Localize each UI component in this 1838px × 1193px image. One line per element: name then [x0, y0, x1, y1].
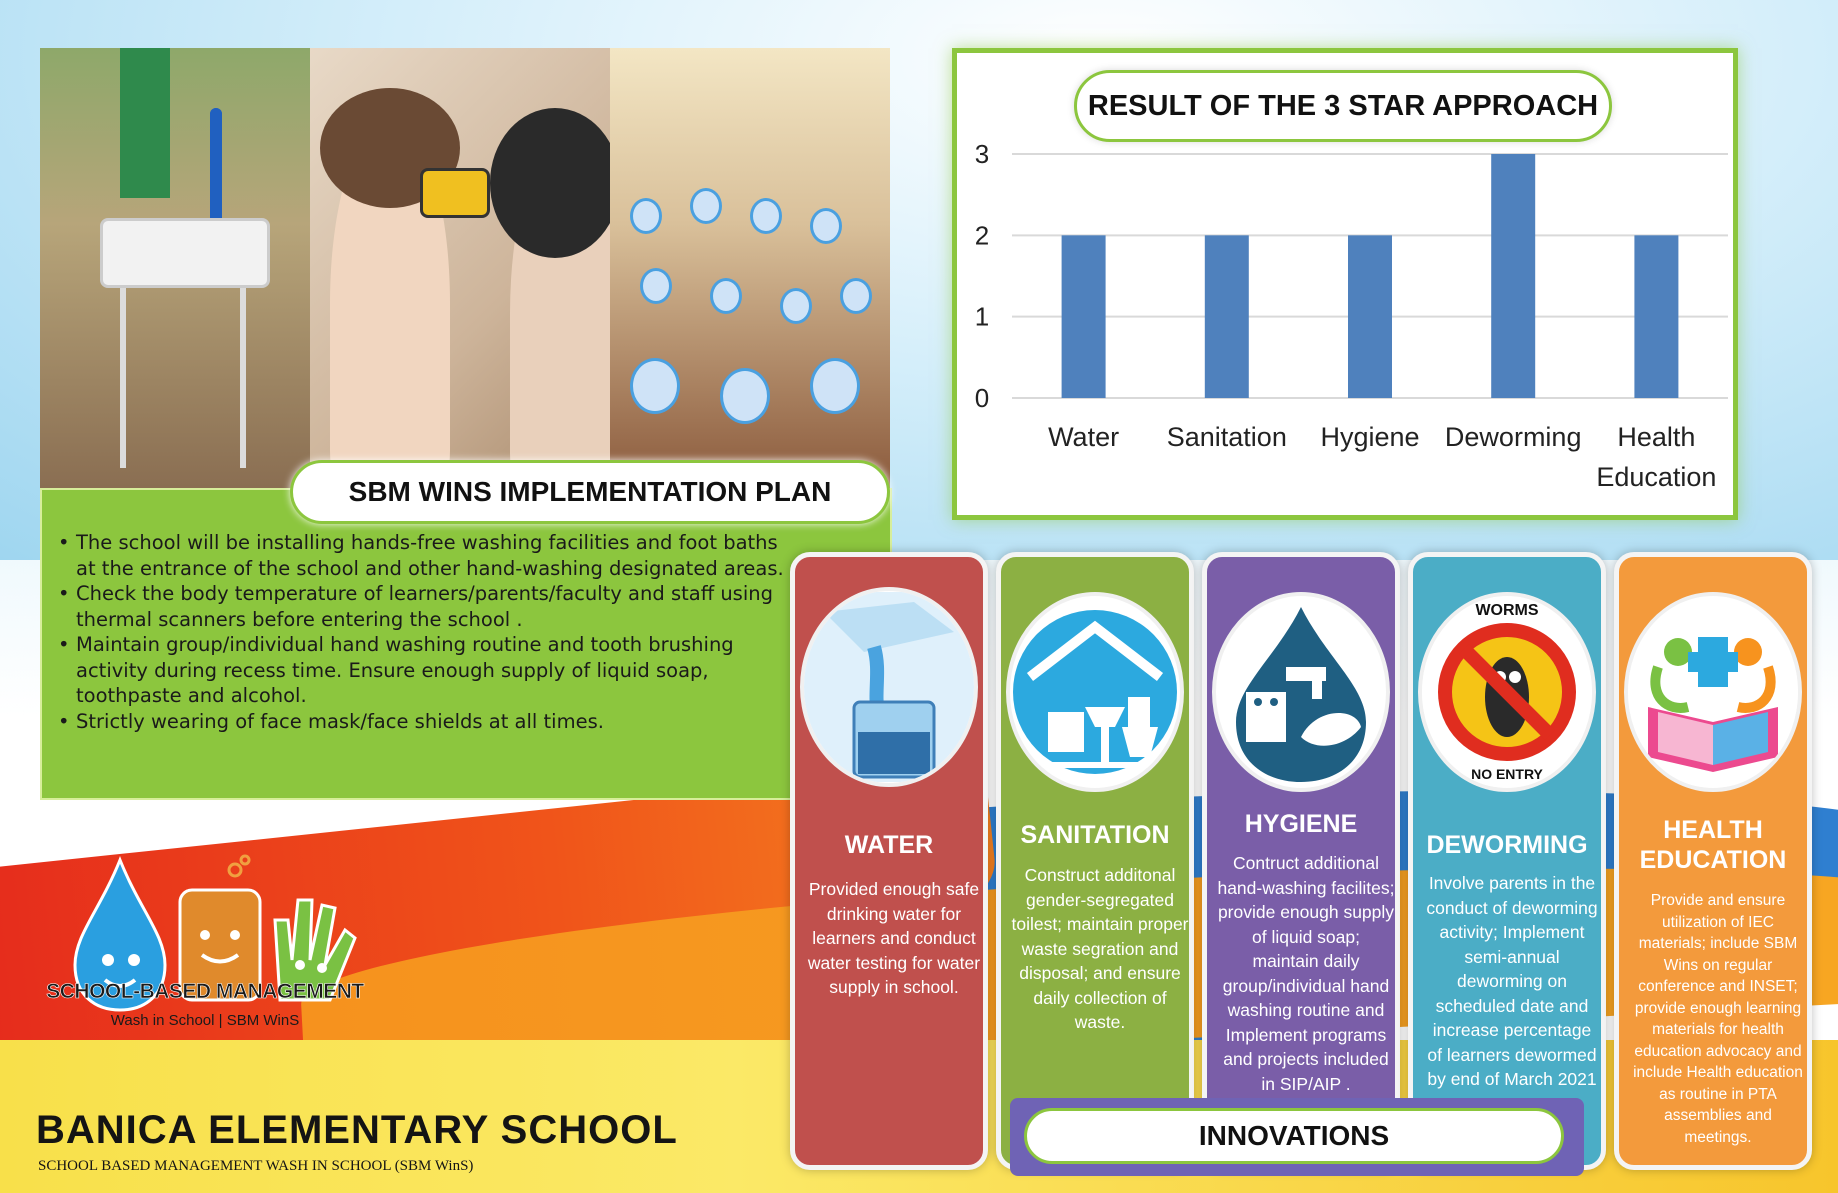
- logo-title: SCHOOL-BASED MANAGEMENT: [46, 980, 364, 1003]
- photo-collage: [40, 48, 890, 488]
- no-entry-label: NO ENTRY: [1471, 766, 1543, 782]
- school-name: BANICA ELEMENTARY SCHOOL: [36, 1108, 678, 1152]
- chart-category-label: Deworming: [1444, 422, 1582, 452]
- card-deworming-title: DEWORMING: [1426, 831, 1588, 859]
- chart-bar: [1634, 235, 1678, 398]
- card-sanitation-text: Construct additonal gender-segregated toilest; maintain proper waste segration and disposal; and ensure daily collection of waste.: [1011, 865, 1189, 1032]
- classroom-photo: [610, 48, 890, 488]
- card-deworming-text: Involve parents in the conduct of deworming activity; Implement semi-annual deworming on scheduled date and increase percentage of learners dewormed by end of March 2021: [1426, 873, 1598, 1089]
- handwashing-station-photo: [40, 48, 310, 488]
- water-glass-icon: [800, 587, 978, 787]
- card-hygiene-text: Contruct additional hand-washing facilites; provide enough supply of liquid soap; maintain daily group/individual hand washing routine and Implement programs and projects included in SIP/AIP .: [1217, 853, 1395, 1094]
- chart-category-label: Sanitation: [1166, 422, 1287, 452]
- implementation-item: • The school will be installing hands-free washing facilities and foot baths at the entrance of the school and other hand-washing designated areas.: [58, 530, 788, 581]
- handwashing-icon: [1212, 592, 1390, 792]
- logo-subtitle: Wash in School | SBM WinS: [110, 1012, 300, 1029]
- chart-title: RESULT OF THE 3 STAR APPROACH: [1074, 70, 1612, 142]
- card-sanitation: [996, 552, 1194, 1170]
- innovations-label: INNOVATIONS: [1024, 1108, 1564, 1164]
- no-worms-icon: [1418, 592, 1596, 792]
- card-hygiene: [1202, 552, 1400, 1170]
- card-water-text: Provided enough safe drinking water for learners and conduct water testing for water supply in school.: [807, 879, 981, 997]
- chart-bar: [1205, 235, 1249, 398]
- chart-category-label: Hygiene: [1320, 422, 1420, 452]
- card-health-education: [1614, 552, 1812, 1170]
- health-book-icon: [1624, 592, 1802, 792]
- implementation-plan-list: [58, 530, 788, 734]
- chart-category-label: Water: [1048, 422, 1120, 452]
- implementation-item: • Strictly wearing of face mask/face shields at all times.: [58, 709, 788, 735]
- implementation-item: • Maintain group/individual hand washing routine and tooth brushing activity during recess time. Ensure enough supply of liquid soap, toothpaste and alcohol.: [58, 632, 788, 709]
- implementation-plan-title: SBM WINS IMPLEMENTATION PLAN: [290, 460, 890, 524]
- card-hygiene-title: HYGIENE: [1244, 810, 1358, 838]
- chart-bar: [1062, 235, 1106, 398]
- chart-category-label: Education: [1596, 462, 1717, 492]
- card-water: [790, 552, 988, 1170]
- chart-category-label: Health: [1617, 422, 1696, 452]
- toilet-sink-icon: [1006, 592, 1184, 792]
- chart-bar: [1491, 154, 1535, 398]
- card-deworming: [1408, 552, 1606, 1170]
- implementation-item: • Check the body temperature of learners/parents/faculty and staff using thermal scanners before entering the school .: [58, 581, 788, 632]
- chart-ytick-label: 2: [974, 220, 990, 251]
- card-health-education-text: Provide and ensure utilization of IEC materials; include SBM Wins on regular conference and INSET; provide enough learning materials for health education advocacy and include Health education as routine in PTA assemblies and meetings.: [1633, 892, 1803, 1146]
- card-sanitation-title: SANITATION: [1020, 821, 1170, 849]
- school-subtitle: SCHOOL BASED MANAGEMENT WASH IN SCHOOL (SBM WinS): [38, 1158, 474, 1174]
- card-water-title: WATER: [844, 831, 934, 859]
- card-health-education-title-line-1: HEALTH: [1663, 816, 1763, 844]
- card-health-education-title-line-2: EDUCATION: [1639, 846, 1787, 874]
- worms-label: WORMS: [1475, 602, 1539, 619]
- temperature-scan-photo: [310, 48, 610, 488]
- chart-ytick-label: 1: [974, 301, 990, 332]
- chart-bar: [1348, 235, 1392, 398]
- chart-ytick-label: 0: [974, 383, 990, 413]
- chart-ytick-label: 3: [974, 139, 990, 169]
